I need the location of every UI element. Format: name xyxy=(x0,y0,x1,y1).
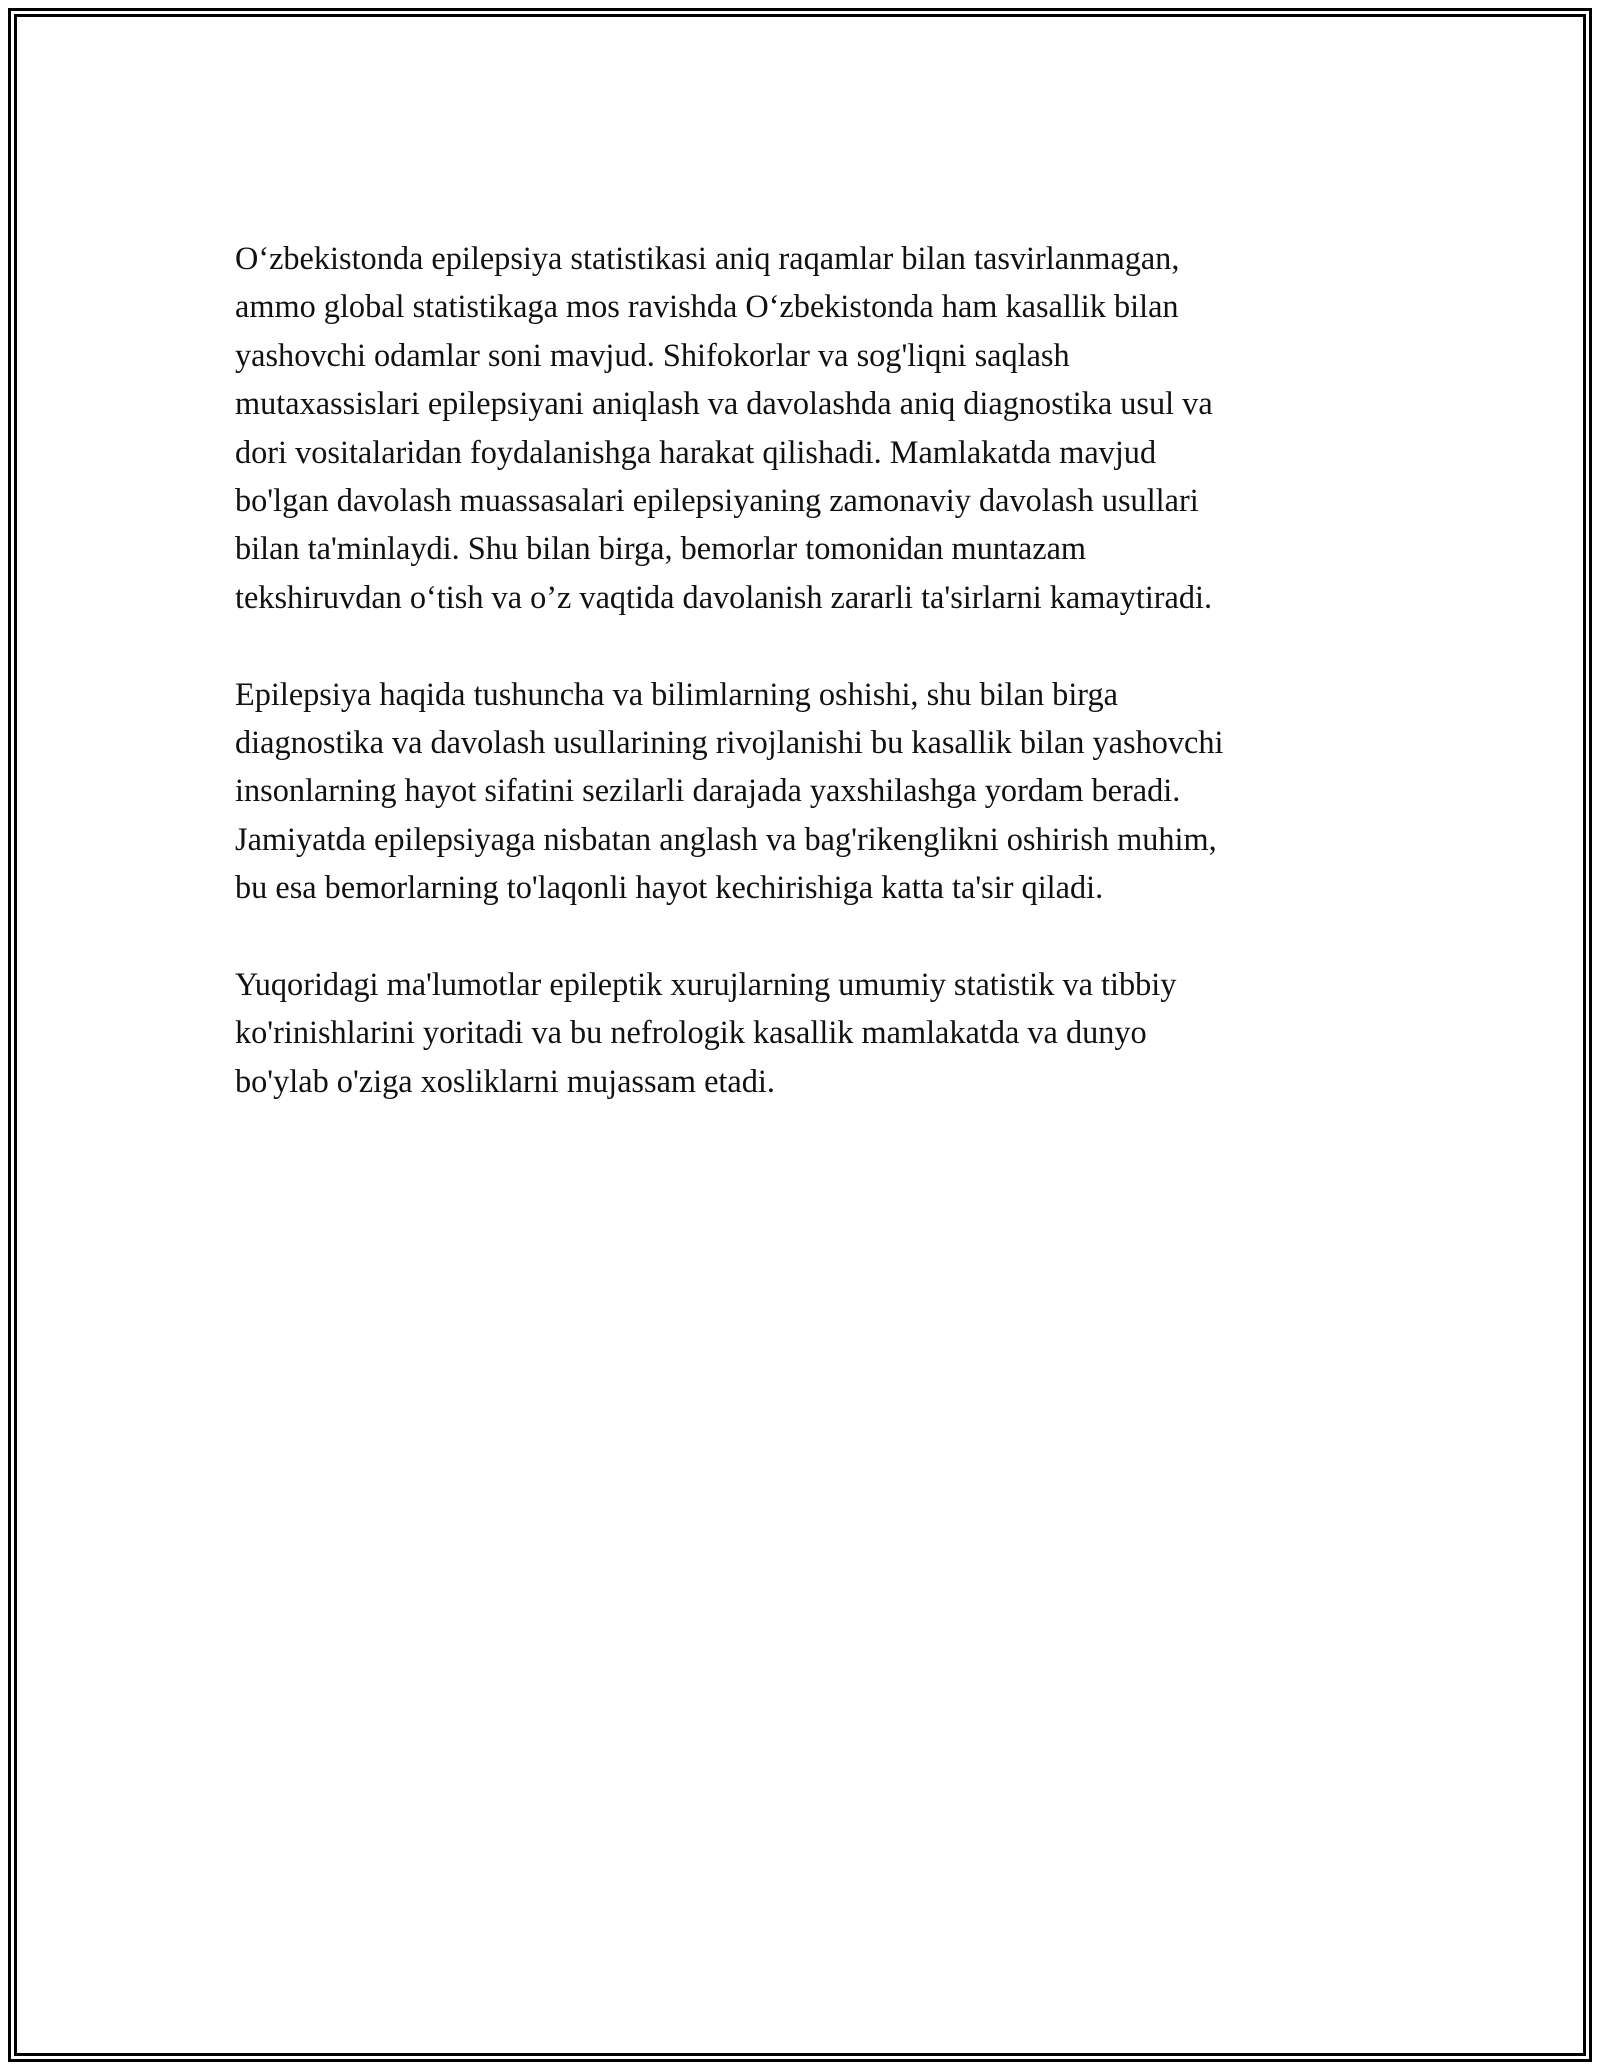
paragraph-statistics: O‘zbekistonda epilepsiya statistikasi aniq raqamlar bilan tasvirlanmagan, ammo global statistikaga mos ravishda O‘zbekistonda ham kasallik bilan yashovchi odamlar soni mavjud. Shifokorlar va sog'liqni saqlash mutaxassislari epilepsiyani aniqlash va davolashda aniq diagnostika usul va dori vositalaridan foydalanishga harakat qilishadi. Mamlakatda mavjud bo'lgan davolash muassasalari epilepsiyaning zamonaviy davolash usullari bilan ta'minlaydi. Shu bilan birga, bemorlar tomonidan muntazam tekshiruvdan o‘tish va o’z vaqtida davolanish zararli ta'sirlarni kamaytiradi. xyxy=(235,240,1213,615)
paragraph-awareness: Epilepsiya haqida tushuncha va bilimlarning oshishi, shu bilan birga diagnostika va davolash usullarining rivojlanishi bu kasallik bilan yashovchi insonlarning hayot sifatini sezilarli darajada yaxshilashga yordam beradi. Jamiyatda epilepsiyaga nisbatan anglash va bag'rikenglikni oshirish muhim, bu esa bemorlarning to'laqonli hayot kechirishiga katta ta'sir qiladi. xyxy=(235,675,1224,906)
document-body xyxy=(235,234,1375,1154)
paragraph-summary: Yuqoridagi ma'lumotlar epileptik xurujlarning umumiy statistik va tibbiy ko'rinishlarini yoritadi va bu nefrologik kasallik mamlakatda va dunyo bo'ylab o'ziga xosliklarni mujassam etadi. xyxy=(235,966,1177,1099)
